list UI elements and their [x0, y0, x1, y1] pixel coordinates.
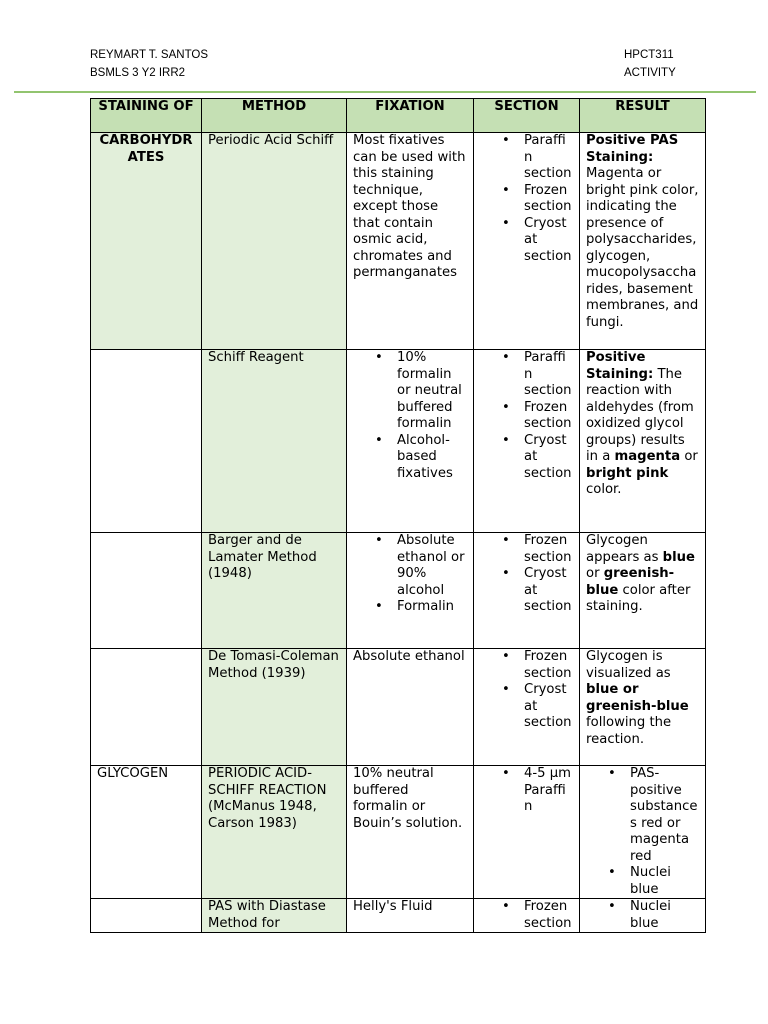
list-item: • Frozen section — [480, 899, 573, 932]
section-cell — [474, 533, 580, 649]
col-header-staining: STAINING OF — [91, 99, 202, 133]
category-cell-empty — [91, 649, 202, 766]
document-type: ACTIVITY — [624, 67, 676, 79]
list-item: • Cryostat section — [480, 433, 573, 483]
table-row — [91, 133, 706, 350]
list-item: • Paraffin section — [480, 350, 573, 400]
col-header-section: SECTION — [474, 99, 580, 133]
method-cell: De Tomasi-Coleman Method (1939) — [202, 649, 347, 766]
list-item: • PAS-positive substances red or magenta red — [586, 766, 699, 865]
result-cell — [580, 350, 706, 533]
method-cell: PAS with Diastase Method for — [202, 899, 347, 933]
result-text: or — [586, 566, 600, 581]
section-cell — [474, 350, 580, 533]
method-cell: Schiff Reagent — [202, 350, 347, 533]
result-bold: blue — [662, 549, 695, 565]
result-text: color after staining. — [586, 582, 691, 614]
table-row — [91, 899, 706, 933]
section-cell — [474, 766, 580, 899]
result-bold: Positive PAS Staining: — [586, 133, 679, 165]
result-text: Glycogen is visualized as — [586, 649, 671, 681]
result-text: Magenta or bright pink color, indicating the presence of polysaccharides, glycogen, mucopolysaccharides, basement membranes, and fungi. — [586, 166, 699, 330]
fixation-cell — [347, 533, 474, 649]
col-header-result: RESULT — [580, 99, 706, 133]
header-right — [624, 46, 676, 82]
result-cell — [580, 533, 706, 649]
fixation-cell: Most fixatives can be used with this staining technique, except those that contain osmic acid, chromates and permanganates — [347, 133, 474, 350]
list-item: • Frozen section — [480, 183, 573, 216]
list-item: • Paraffin section — [480, 133, 573, 183]
fixation-cell: 10% neutral buffered formalin or Bouin’s solution. — [347, 766, 474, 899]
section-cell — [474, 133, 580, 350]
col-header-method: METHOD — [202, 99, 347, 133]
table-row — [91, 766, 706, 899]
staining-cell: GLYCOGEN — [91, 766, 202, 899]
list-item: • Alcohol-based fixatives — [353, 433, 467, 483]
list-item: • Frozen section — [480, 649, 573, 682]
list-item: • 4-5 µm Paraffin — [480, 766, 573, 816]
result-cell — [580, 766, 706, 899]
fixation-cell — [347, 350, 474, 533]
list-item: • Cryostat section — [480, 682, 573, 732]
table-header-row — [91, 99, 706, 133]
method-cell: PERIODIC ACID-SCHIFF REACTION (McManus 1948, Carson 1983) — [202, 766, 347, 899]
author-name: REYMART T. SANTOS — [90, 49, 209, 61]
result-bold: blue or greenish-blue — [586, 682, 689, 714]
category-cell-empty — [91, 350, 202, 533]
table-row — [91, 350, 706, 533]
result-text: The reaction with aldehydes (from oxidized glycol groups) results in a — [586, 366, 694, 464]
header-left — [90, 46, 208, 82]
list-item: • Nuclei blue — [586, 865, 699, 898]
list-item: • Absolute ethanol or 90% alcohol — [353, 533, 467, 599]
result-cell — [580, 133, 706, 350]
col-header-fixation: FIXATION — [347, 99, 474, 133]
course-code: HPCT311 — [624, 49, 674, 61]
list-item: • Cryostat section — [480, 566, 573, 616]
list-item: • Frozen section — [480, 400, 573, 433]
section-cell — [474, 649, 580, 766]
result-bold: magenta — [614, 449, 681, 464]
result-text: following the reaction. — [586, 715, 672, 747]
result-text: or — [684, 449, 698, 464]
section-cell — [474, 899, 580, 933]
result-cell — [580, 899, 706, 933]
category-cell: CARBOHYDRATES — [91, 133, 202, 350]
table-row — [91, 533, 706, 649]
list-item: • Frozen section — [480, 533, 573, 566]
result-text: Glycogen appears as — [586, 533, 659, 565]
result-bold: Positive Staining: — [586, 350, 654, 382]
fixation-cell: Helly's Fluid — [347, 899, 474, 933]
fixation-cell: Absolute ethanol — [347, 649, 474, 766]
category-cell-empty — [91, 899, 202, 933]
staining-table — [90, 98, 706, 933]
result-cell — [580, 649, 706, 766]
result-bold: greenish-blue — [586, 566, 675, 598]
result-text: color. — [586, 482, 622, 497]
method-cell: Barger and de Lamater Method (1948) — [202, 533, 347, 649]
list-item: • 10% formalin or neutral buffered formalin — [353, 350, 467, 433]
author-class: BSMLS 3 Y2 IRR2 — [90, 67, 186, 79]
category-cell-empty — [91, 533, 202, 649]
result-bold: bright pink — [586, 465, 669, 481]
table-row — [91, 649, 706, 766]
list-item: • Nuclei blue — [586, 899, 699, 932]
header-rule — [14, 91, 756, 93]
list-item: • Cryostat section — [480, 216, 573, 266]
list-item: • Formalin — [353, 599, 467, 616]
method-cell: Periodic Acid Schiff — [202, 133, 347, 350]
